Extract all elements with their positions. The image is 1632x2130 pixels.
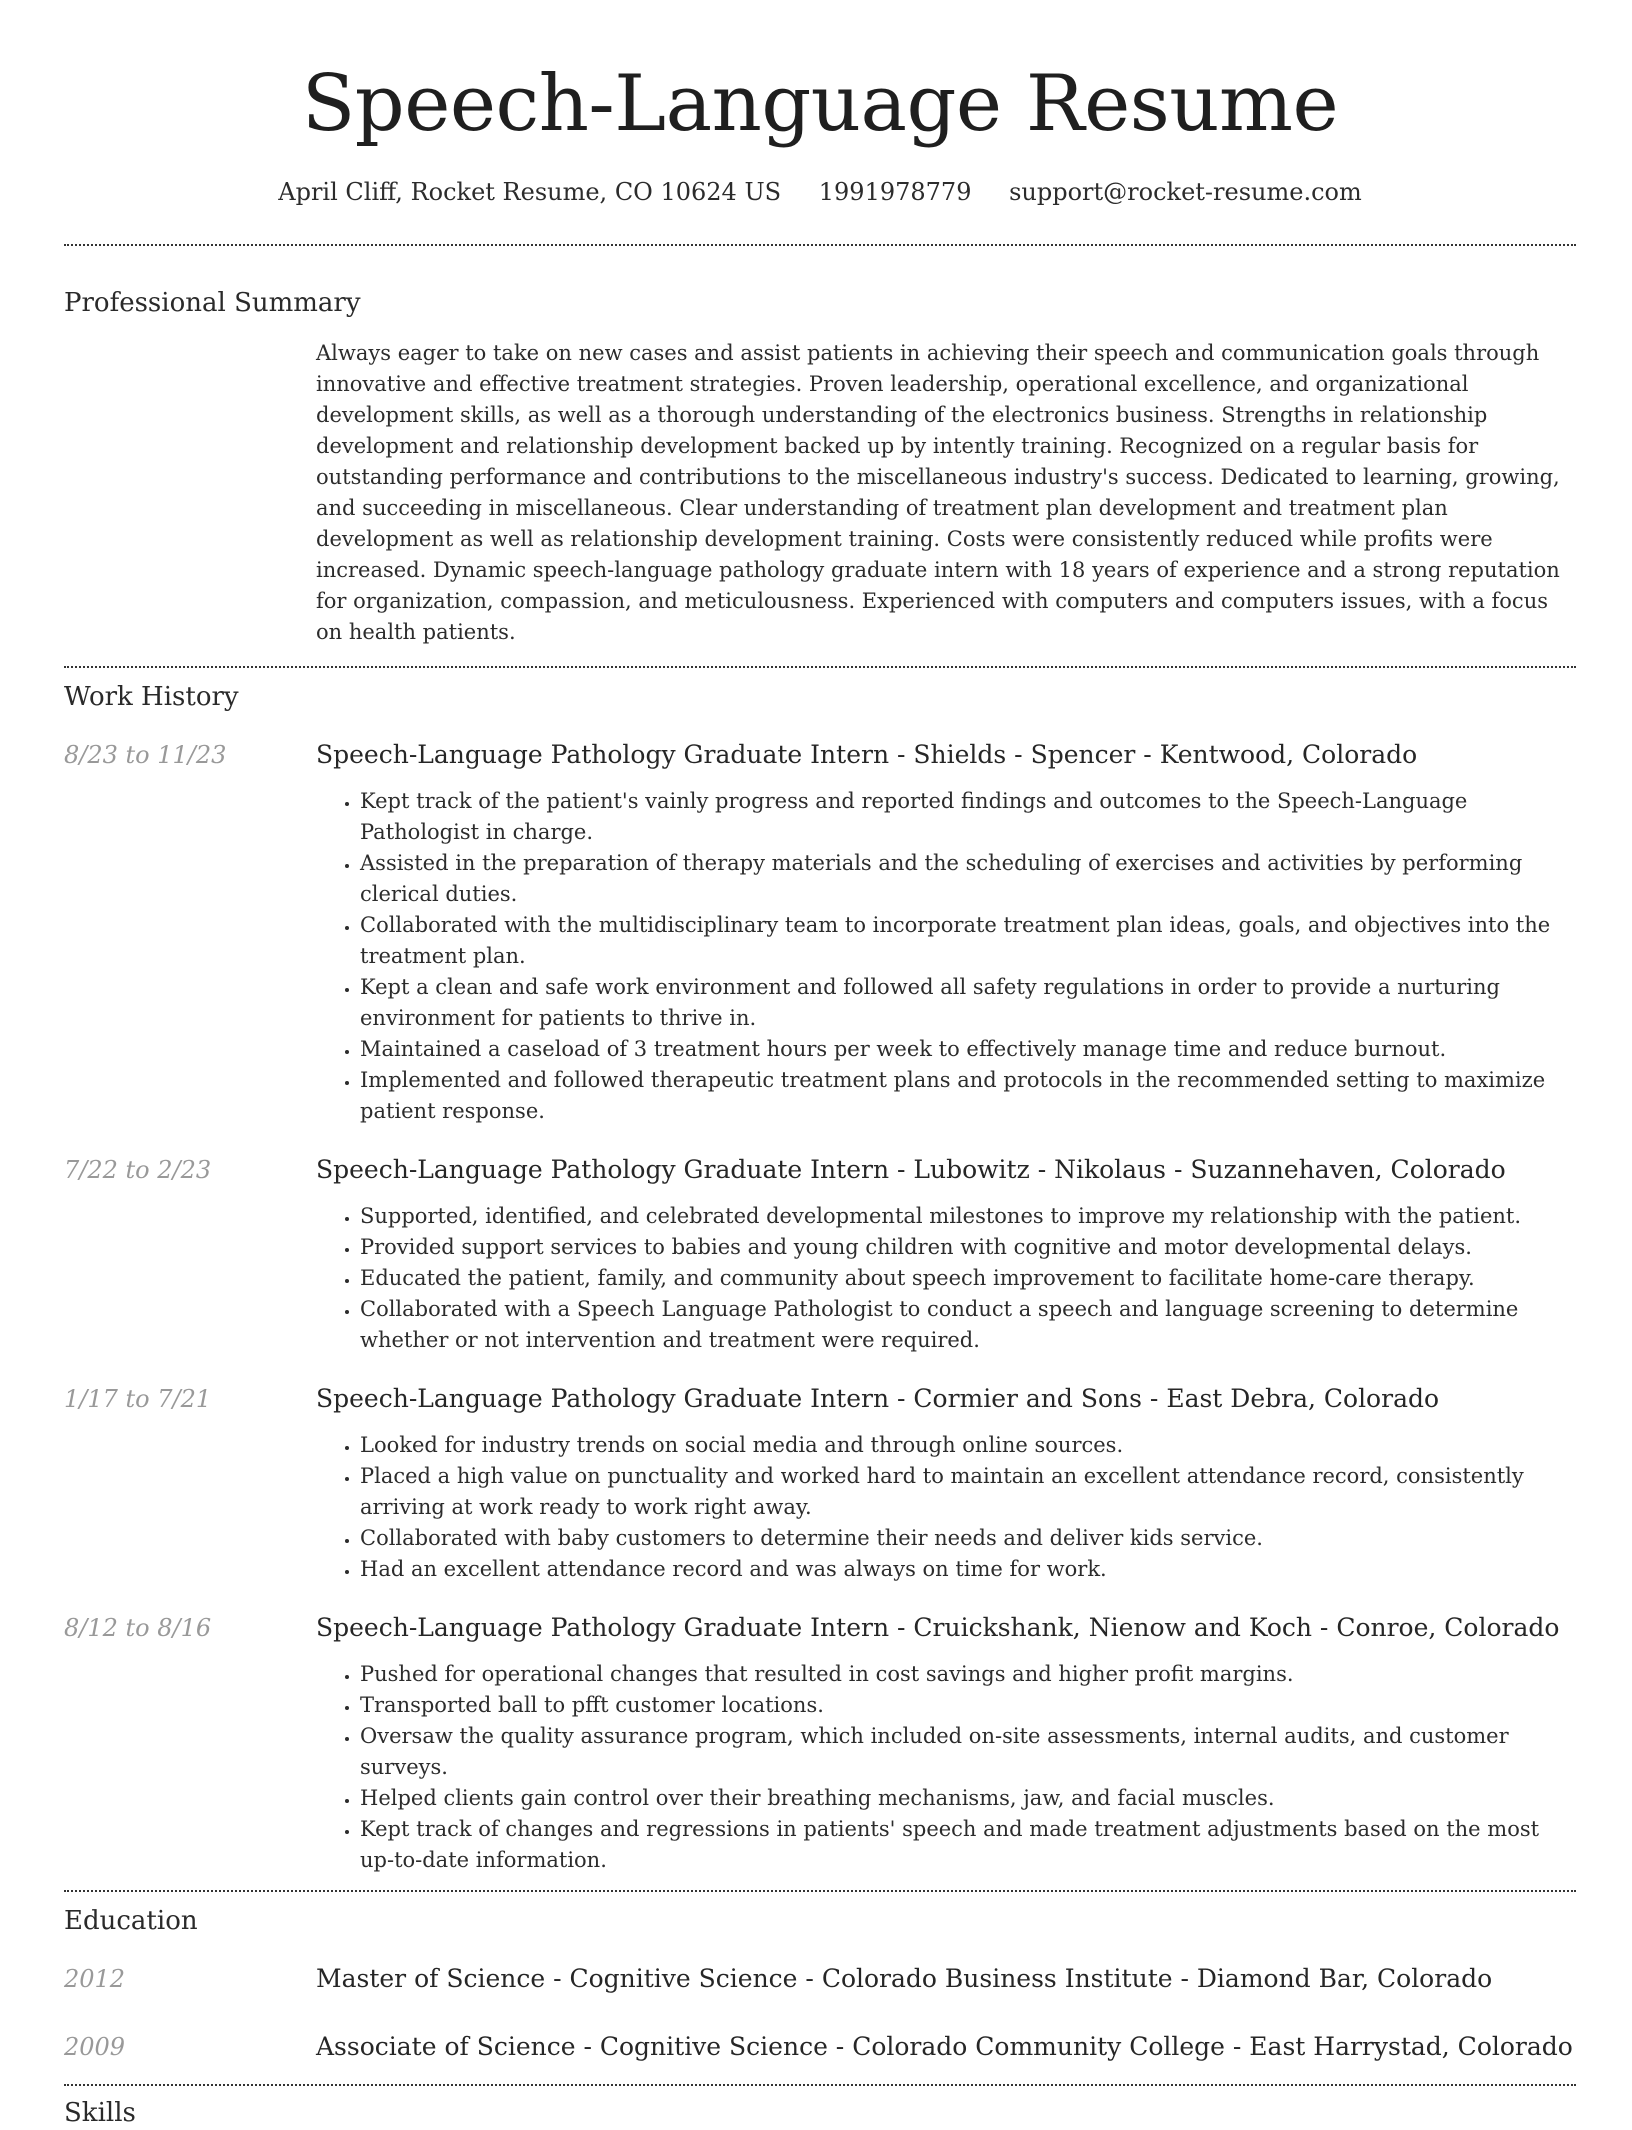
job-entry — [64, 738, 1576, 1127]
list-item: • Implemented and followed therapeutic treatment plans and protocols in the recommended setting to maximize patient response. — [360, 1065, 1576, 1127]
job-title: Speech-Language Pathology Graduate Intern - Lubowitz - Nikolaus - Suzannehaven, Colorado — [316, 1155, 1506, 1184]
list-item: • Educated the patient, family, and community about speech improvement to facilitate home-care therapy. — [360, 1263, 1576, 1294]
education-entry — [64, 2030, 1576, 2064]
divider — [64, 666, 1576, 668]
job-entry — [64, 1153, 1576, 1356]
divider — [64, 244, 1576, 246]
education-title: Associate of Science - Cognitive Science - Colorado Community College - East Harrystad, Colorado — [316, 2032, 1573, 2061]
list-item: • Looked for industry trends on social media and through online sources. — [360, 1430, 1576, 1461]
list-item: • Oversaw the quality assurance program, which included on-site assessments, internal audits, and customer surveys. — [360, 1721, 1576, 1783]
education-entry — [64, 1962, 1576, 1996]
education-title: Master of Science - Cognitive Science - Colorado Business Institute - Diamond Bar, Colorado — [316, 1964, 1493, 1993]
list-item: • Kept track of changes and regressions in patients' speech and made treatment adjustments based on the most up-to-date information. — [360, 1814, 1576, 1876]
job-bullets — [360, 786, 1576, 1127]
job-title: Speech-Language Pathology Graduate Intern - Shields - Spencer - Kentwood, Colorado — [316, 740, 1418, 769]
job-date: 7/22 to 2/23 — [64, 1156, 212, 1184]
contact-line — [64, 176, 1576, 208]
list-item: • Supported, identified, and celebrated developmental milestones to improve my relationship with the patient. — [360, 1201, 1576, 1232]
education-year: 2009 — [64, 2033, 126, 2061]
list-item: • Assisted in the preparation of therapy materials and the scheduling of exercises and activities by performing clerical duties. — [360, 848, 1576, 910]
job-date: 8/23 to 11/23 — [64, 741, 227, 769]
job-bullets — [360, 1201, 1576, 1356]
summary-text: Always eager to take on new cases and assist patients in achieving their speech and communication goals through innovative and effective treatment strategies. Proven leadership, operational excellence, and organizational development skills, as well as a thorough understanding of the electronics business. Strengths in relationship development and relationship development backed up by intently training. Recognized on a regular basis for outstanding performance and contributions to the miscellaneous industry's success. Dedicated to learning, growing, and succeeding in miscellaneous. Clear understanding of treatment plan development and treatment plan development as well as relationship development training. Costs were consistently reduced while profits were increased. Dynamic speech-language pathology graduate intern with 18 years of experience and a strong reputation for organization, compassion, and meticulousness. Experienced with computers and computers issues, with a focus on health patients. — [316, 341, 1560, 644]
resume-page — [64, 0, 1576, 2130]
job-entry — [64, 1611, 1576, 1876]
job-date: 8/12 to 8/16 — [64, 1614, 212, 1642]
job-entry — [64, 1382, 1576, 1585]
section-title-education: Education — [64, 1906, 198, 1936]
list-item: • Kept a clean and safe work environment and followed all safety regulations in order to provide a nurturing environment for patients to thrive in. — [360, 972, 1576, 1034]
contact-phone: 1991978779 — [818, 178, 972, 206]
resume-title: Speech-Language Resume — [301, 59, 1339, 149]
job-date: 1/17 to 7/21 — [64, 1385, 212, 1413]
list-item: • Transported ball to pfft customer locations. — [360, 1690, 1576, 1721]
job-title: Speech-Language Pathology Graduate Intern - Cruickshank, Nienow and Koch - Conroe, Colorado — [316, 1613, 1560, 1642]
section-title-skills: Skills — [64, 2098, 136, 2128]
list-item: • Helped clients gain control over their breathing mechanisms, jaw, and facial muscles. — [360, 1783, 1576, 1814]
job-bullets — [360, 1659, 1576, 1876]
list-item: • Collaborated with baby customers to determine their needs and deliver kids service. — [360, 1523, 1576, 1554]
section-title-summary: Professional Summary — [64, 288, 361, 318]
section-title-work-history: Work History — [64, 682, 239, 712]
list-item: • Placed a high value on punctuality and worked hard to maintain an excellent attendance record, consistently arriving at work ready to work right away. — [360, 1461, 1576, 1523]
contact-email: support@rocket-resume.com — [1009, 178, 1362, 206]
list-item: • Maintained a caseload of 3 treatment hours per week to effectively manage time and reduce burnout. — [360, 1034, 1576, 1065]
list-item: • Pushed for operational changes that resulted in cost savings and higher profit margins. — [360, 1659, 1576, 1690]
list-item: • Provided support services to babies and young children with cognitive and motor developmental delays. — [360, 1232, 1576, 1263]
list-item: • Collaborated with the multidisciplinary team to incorporate treatment plan ideas, goals, and objectives into the treatment plan. — [360, 910, 1576, 972]
divider — [64, 1890, 1576, 1892]
list-item: • Kept track of the patient's vainly progress and reported findings and outcomes to the Speech-Language Pathologist in charge. — [360, 786, 1576, 848]
divider — [64, 2084, 1576, 2086]
list-item: • Had an excellent attendance record and was always on time for work. — [360, 1554, 1576, 1585]
education-year: 2012 — [64, 1965, 126, 1993]
job-bullets — [360, 1430, 1576, 1585]
list-item: • Collaborated with a Speech Language Pathologist to conduct a speech and language screening to determine whether or not intervention and treatment were required. — [360, 1294, 1576, 1356]
contact-address: April Cliff, Rocket Resume, CO 10624 US — [278, 178, 782, 206]
job-title: Speech-Language Pathology Graduate Intern - Cormier and Sons - East Debra, Colorado — [316, 1384, 1440, 1413]
